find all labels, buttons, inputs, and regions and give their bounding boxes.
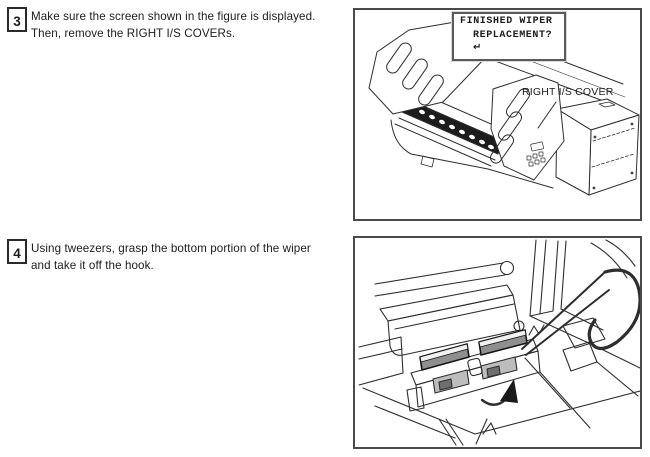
step-4-line-1: Using tweezers, grasp the bottom portion of the wiper (31, 242, 311, 255)
step-4-number: 4 (13, 246, 21, 261)
lcd-line-1: FINISHED WIPER (460, 16, 553, 27)
tweezers-tip-upper (522, 272, 605, 349)
step-3-text (31, 8, 315, 42)
step-3-line-2: Then, remove the RIGHT I/S COVERs. (31, 27, 236, 40)
figure-step3-printer (353, 8, 642, 221)
return-key-icon: ↵ (473, 42, 482, 53)
step-4-line-2: and take it off the hook. (31, 259, 154, 272)
wiper-removal-illustration (355, 238, 640, 447)
tweezers-handle (589, 270, 640, 348)
step-3-line-1: Make sure the screen shown in the figure is displayed. (31, 10, 316, 23)
lcd-line-2: REPLACEMENT? ↵ (473, 29, 553, 53)
roller-end-circle (501, 262, 514, 275)
media-clamps (408, 104, 494, 150)
figure-step4-wiper-removal (353, 236, 642, 449)
step-3-number: 3 (13, 14, 21, 29)
step-4-number-box (7, 239, 27, 264)
tweezers-tip-lower (526, 290, 609, 355)
right-is-cover-label: RIGHT I/S COVER (522, 86, 614, 98)
lcd-display (452, 12, 566, 61)
step-4-text (31, 240, 311, 274)
step-3-number-box (7, 7, 27, 32)
